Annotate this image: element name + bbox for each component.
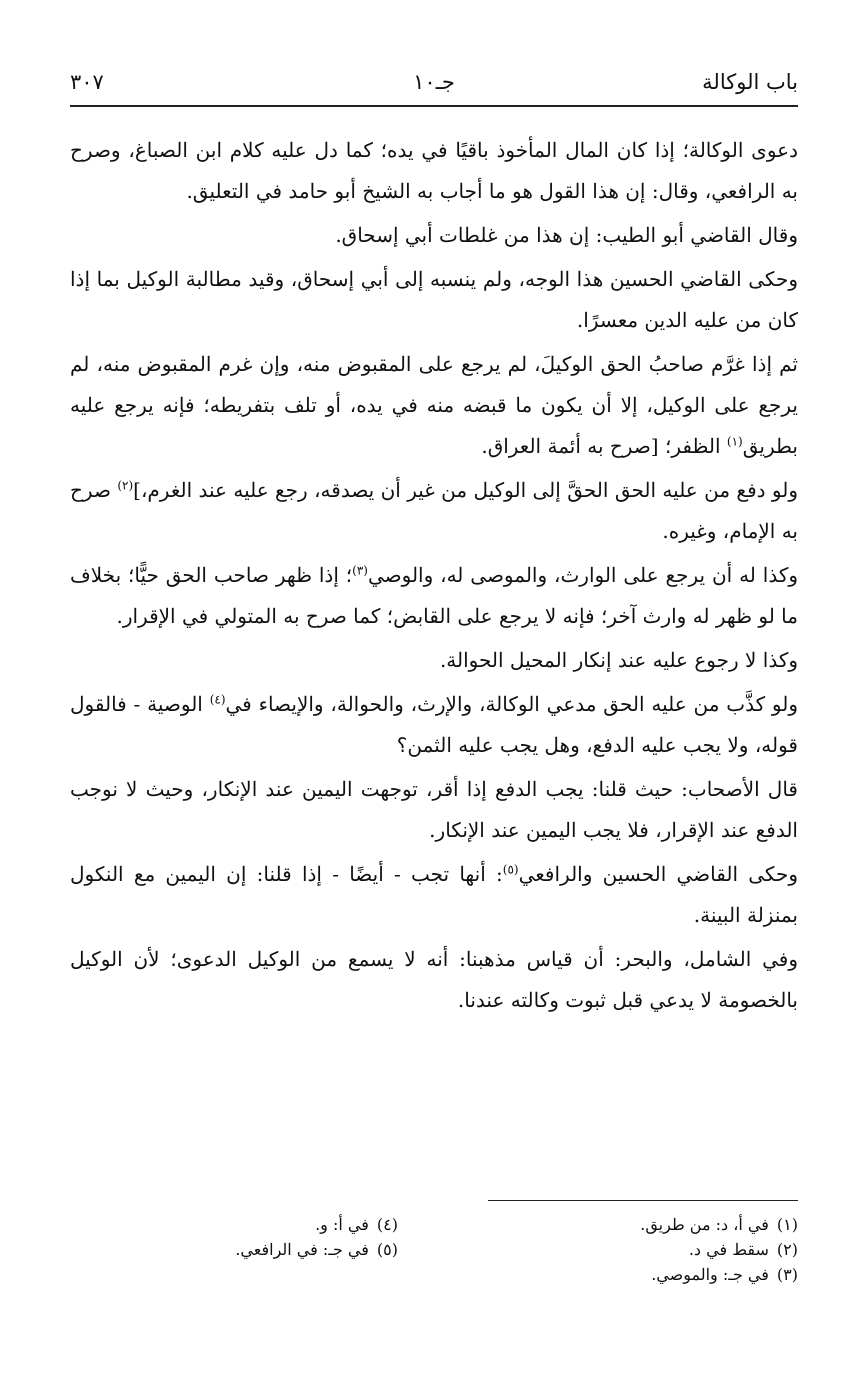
footnote-ref: (٥) [502,862,519,877]
paragraph: وكذا له أن يرجع على الوارث، والموصى له، والوصي$^{(٣)}$؛ إذا ظهر صاحب الحق حيًّا؛ بخلاف ما لو ظهر له وارث آخر؛ فإنه لا يرجع على القابض؛ كما صرح به المتولي في الإقرار. [70,563,798,628]
paragraph: وقال القاضي أبو الطيب: إن هذا من غلطات أبي إسحاق. [335,223,798,247]
paragraph: ولو كذَّب من عليه الحق مدعي الوكالة، والإرث، والحوالة، والإيصاء في$^{(٤)}$ الوصية - فالقول قوله، ولا يجب عليه الدفع، وهل يجب عليه الثمن؟ [70,692,798,757]
paragraph: وحكى القاضي الحسين والرافعي$^{(٥)}$: أنها تجب - أيضًا - إذا قلنا: إن اليمين مع النكول بمنزلة البينة. [70,862,798,927]
paragraph: وفي الشامل، والبحر: أن قياس مذهبنا: أنه لا يسمع من الوكيل الدعوى؛ لأن الوكيل بالخصومة لا يدعي قبل ثبوت وكالته عندنا. [70,947,798,1012]
volume-number: جـ١٠ [413,70,455,94]
footnote: (١)في أ، د: من طريق. [640,1215,798,1234]
paragraph: وحكى القاضي الحسين هذا الوجه، ولم ينسبه إلى أبي إسحاق، وقيد مطالبة الوكيل بما إذا كان من عليه الدين معسرًا. [70,267,799,332]
chapter-title: باب الوكالة [702,70,798,94]
footnote-ref: (٢) [117,478,134,493]
paragraph: وكذا لا رجوع عليه عند إنكار المحيل الحوالة. [439,648,798,672]
footnote-column [78,1212,398,1262]
footnote-ref: (٣) [352,563,368,578]
footnote: (٣)في جـ: والموصي. [651,1265,798,1284]
paragraph: ولو دفع من عليه الحق الحقَّ إلى الوكيل من غير أن يصدقه، رجع عليه عند الغرم،]$^{(٢)}$ صرح به الإمام، وغيره. [70,478,799,543]
running-header [70,70,798,100]
header-rule [70,105,798,107]
footnote-column [478,1212,798,1287]
paragraph: دعوى الوكالة؛ إذا كان المال المأخوذ باقيًا في يده؛ كما دل عليه كلام ابن الصباغ، وصرح به الرافعي، وقال: إن هذا القول هو ما أجاب به الشيخ أبو حامد في التعليق. [70,138,799,203]
footnote-rule [488,1200,798,1201]
footnote: (٥)في جـ: في الرافعي. [235,1240,398,1259]
main-text [70,130,798,1024]
footnote: (٢)سقط في د. [688,1240,798,1259]
footnote-ref: (١) [726,434,743,449]
page-number: ٣٠٧ [70,70,104,94]
paragraph: قال الأصحاب: حيث قلنا: يجب الدفع إذا أقر، توجهت اليمين عند الإنكار، وحيث لا نوجب الدفع عند الإقرار، فلا يجب اليمين عند الإنكار. [70,777,798,842]
footnote-ref: (٤) [209,692,226,707]
paragraph: ثم إذا غرَّم صاحبُ الحق الوكيلَ، لم يرجع على المقبوض منه، وإن غرم المقبوض منه، لم يرجع على الوكيل، إلا أن يكون ما قبضه منه في يده، أو تلف بتفريطه؛ فإنه يرجع عليه بطريق$^{(١)}$ الظفر؛ [صرح به أئمة العراق. [70,352,798,458]
footnote: (٤)في أ: و. [315,1215,398,1234]
